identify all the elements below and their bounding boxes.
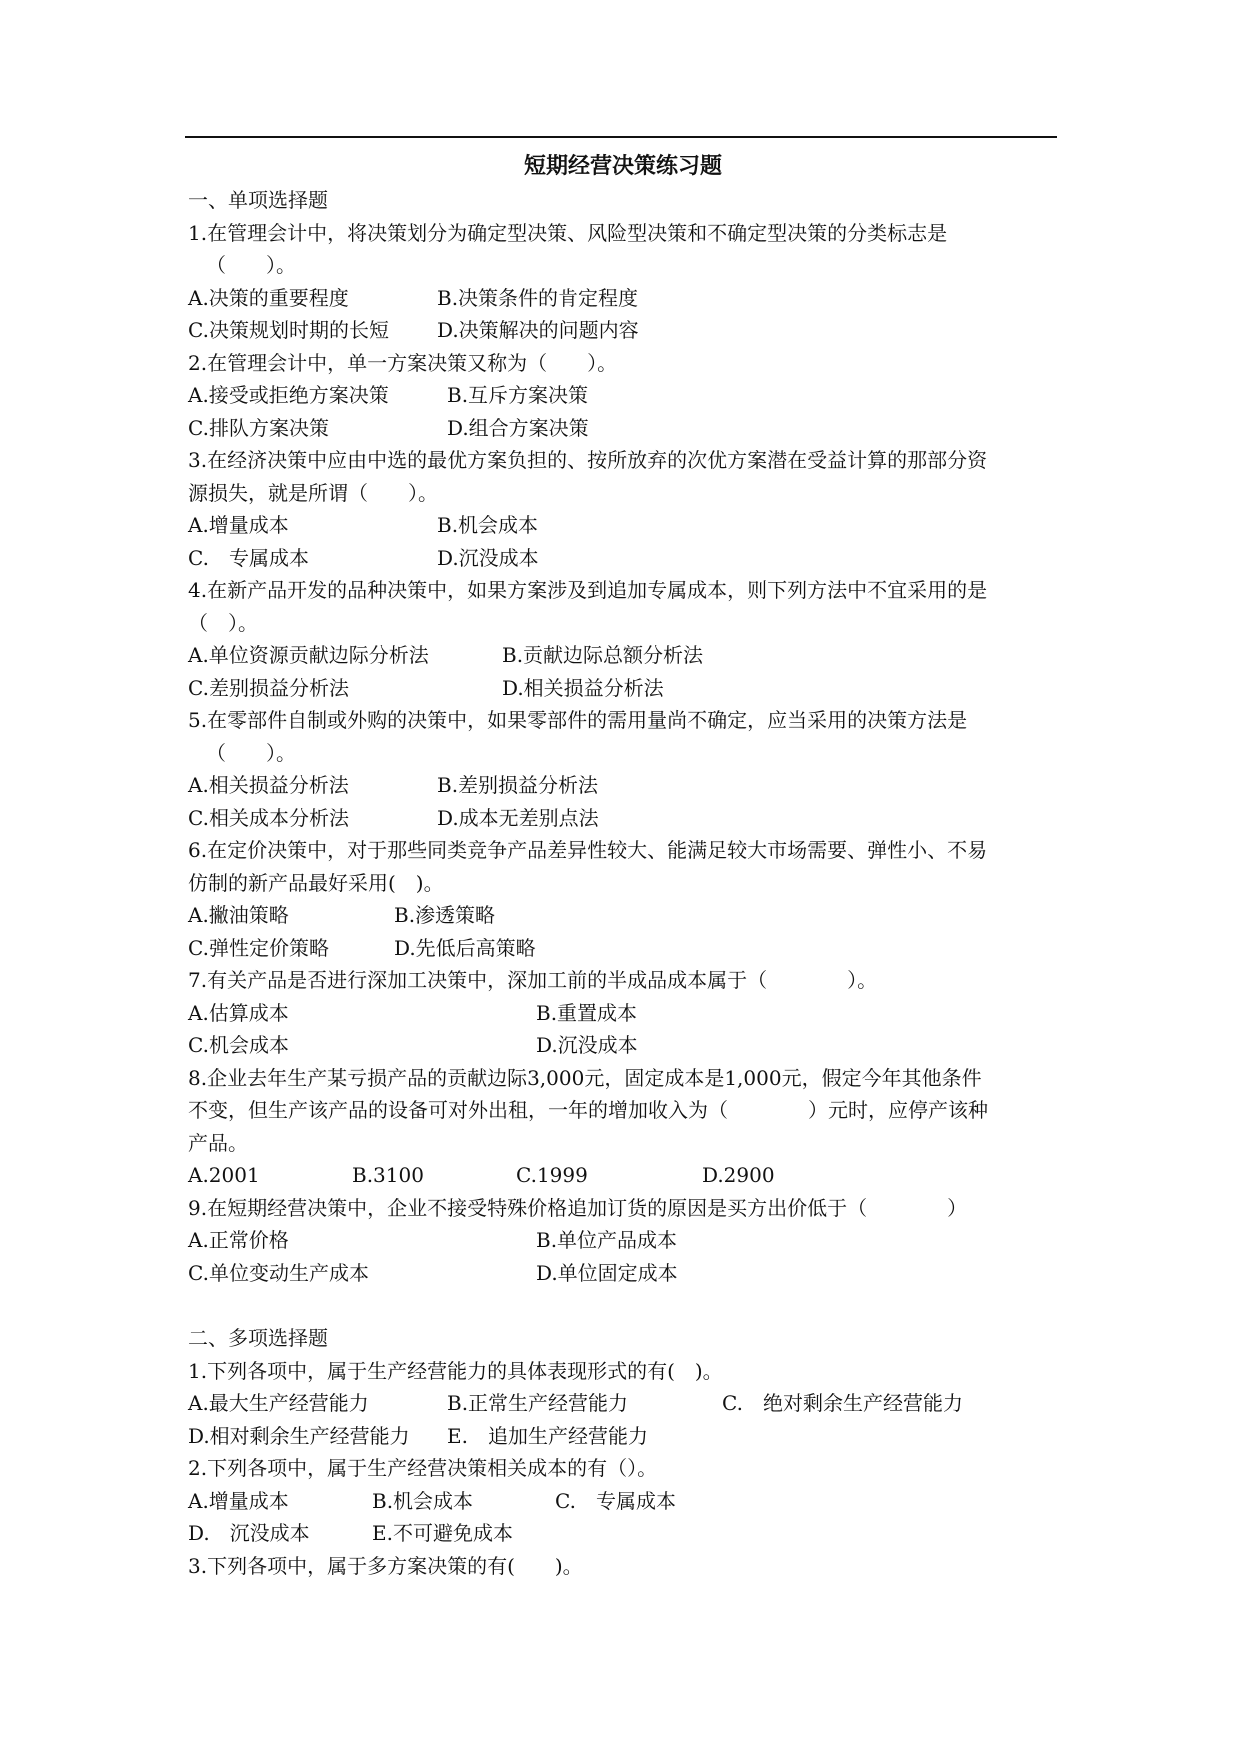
option: B.差别损益分析法: [437, 773, 599, 797]
question-text: 8.企业去年生产某亏损产品的贡献边际3,000元，固定成本是1,000元，假定今年其他条件: [188, 1065, 982, 1090]
question-continuation: 产品。: [188, 1130, 248, 1155]
option: C.机会成本: [188, 1033, 289, 1057]
option-row: [188, 1387, 1058, 1420]
section-spacer: [188, 1289, 1058, 1322]
option: C.弹性定价策略: [188, 935, 329, 960]
option: B.贡献边际总额分析法: [502, 643, 704, 667]
option-row: [188, 899, 1058, 932]
question-text: 2.在管理会计中，单一方案决策又称为（ ）。: [188, 350, 618, 375]
question-text: 6.在定价决策中，对于那些同类竞争产品差异性较大、能满足较大市场需要、弹性小、不易: [188, 838, 988, 862]
option-row: [188, 769, 1058, 802]
option: D.单位固定成本: [536, 1260, 678, 1285]
option: C. 绝对剩余生产经营能力: [722, 1391, 963, 1415]
question-text: 1.下列各项中，属于生产经营能力的具体表现形式的有( )。: [188, 1358, 723, 1383]
option: D.相对剩余生产经营能力: [188, 1423, 410, 1448]
question-text: 4.在新产品开发的品种决策中，如果方案涉及到追加专属成本，则下列方法中不宜采用的是: [188, 578, 988, 602]
option: A.增量成本: [188, 1488, 289, 1513]
option: D. 沉没成本: [188, 1521, 310, 1545]
option: B.单位产品成本: [536, 1228, 678, 1252]
option: C.1999: [516, 1163, 588, 1187]
option-row: [188, 412, 1058, 445]
option: C.单位变动生产成本: [188, 1260, 369, 1285]
question-text: 9.在短期经营决策中，企业不接受特殊价格追加订货的原因是买方出价低于（ ）: [188, 1195, 968, 1220]
option-row: [188, 639, 1058, 672]
question-continuation: 源损失，就是所谓（ ）。: [188, 480, 438, 505]
option: B.重置成本: [536, 1000, 638, 1025]
option-row: [188, 932, 1058, 965]
option: A.决策的重要程度: [188, 285, 349, 310]
option: A.2001: [188, 1163, 260, 1187]
question-continuation: （ ）。: [206, 253, 296, 277]
option-row: [188, 509, 1058, 542]
option: C.相关成本分析法: [188, 805, 349, 830]
question-text: 2.下列各项中，属于生产经营决策相关成本的有（）。: [188, 1456, 658, 1480]
option-row: [188, 1257, 1058, 1290]
option: C.差别损益分析法: [188, 675, 349, 700]
question-text: 5.在零部件自制或外购的决策中，如果零部件的需用量尚不确定，应当采用的决策方法是: [188, 708, 968, 732]
option: D.先低后高策略: [394, 935, 536, 960]
question-continuation: 仿制的新产品最好采用( )。: [188, 870, 444, 895]
option: B.正常生产经营能力: [447, 1391, 629, 1415]
exercise-page: [188, 150, 1058, 1582]
option: B.互斥方案决策: [447, 383, 589, 407]
option: B.3100: [352, 1163, 424, 1187]
option-row: [188, 802, 1058, 835]
option: C.决策规划时期的长短: [188, 318, 389, 342]
option-row: [188, 1029, 1058, 1062]
question-text: 7.有关产品是否进行深加工决策中，深加工前的半成品成本属于（ ）。: [188, 968, 878, 992]
option-row: [188, 542, 1058, 575]
header-rule: [185, 136, 1057, 138]
question-text: 3.在经济决策中应由中选的最优方案负担的、按所放弃的次优方案潜在受益计算的那部分资: [188, 448, 988, 472]
option-row: [188, 314, 1058, 347]
option: D.相关损益分析法: [502, 675, 664, 700]
option: A.增量成本: [188, 513, 289, 537]
option: D.沉没成本: [437, 545, 539, 570]
option: D.决策解决的问题内容: [437, 318, 639, 342]
option: A.最大生产经营能力: [188, 1391, 369, 1415]
option-row: [188, 282, 1058, 315]
section-heading-multi: 二、多项选择题: [188, 1326, 328, 1350]
page-title: 短期经营决策练习题: [523, 154, 722, 179]
option-row: [188, 1224, 1058, 1257]
option: D.组合方案决策: [447, 415, 589, 440]
option: C. 专属成本: [555, 1488, 676, 1513]
question-continuation: （ ）。: [188, 610, 258, 635]
option: A.单位资源贡献边际分析法: [188, 643, 429, 667]
option-row: [188, 672, 1058, 705]
section-heading-single: 一、单项选择题: [188, 188, 328, 212]
option: B.机会成本: [372, 1488, 474, 1513]
option: B.机会成本: [437, 513, 539, 537]
option-row: [188, 379, 1058, 412]
question-text: 1.在管理会计中，将决策划分为确定型决策、风险型决策和不确定型决策的分类标志是: [188, 220, 948, 245]
option-row: [188, 1159, 1058, 1192]
question-continuation: （ ）。: [206, 740, 296, 765]
option: E. 追加生产经营能力: [447, 1423, 648, 1448]
option: A.接受或拒绝方案决策: [188, 383, 389, 407]
option-row: [188, 1485, 1058, 1518]
option: B.决策条件的肯定程度: [437, 285, 639, 310]
option: D.2900: [702, 1163, 775, 1187]
option-row: [188, 1420, 1058, 1453]
option: A.撇油策略: [188, 903, 289, 927]
option: C. 专属成本: [188, 545, 309, 570]
option-row: [188, 997, 1058, 1030]
option: D.成本无差别点法: [437, 805, 599, 830]
question-continuation: 不变，但生产该产品的设备可对外出租，一年的增加收入为（ ）元时，应停产该种: [188, 1098, 988, 1122]
option: E.不可避免成本: [372, 1521, 513, 1545]
option: A.正常价格: [188, 1228, 289, 1252]
option-row: [188, 1517, 1058, 1550]
option: D.沉没成本: [536, 1033, 638, 1057]
option: A.估算成本: [188, 1000, 289, 1025]
option: C.排队方案决策: [188, 415, 329, 440]
option: A.相关损益分析法: [188, 773, 349, 797]
question-text: 3.下列各项中，属于多方案决策的有( )。: [188, 1553, 583, 1578]
option: B.渗透策略: [394, 903, 496, 927]
